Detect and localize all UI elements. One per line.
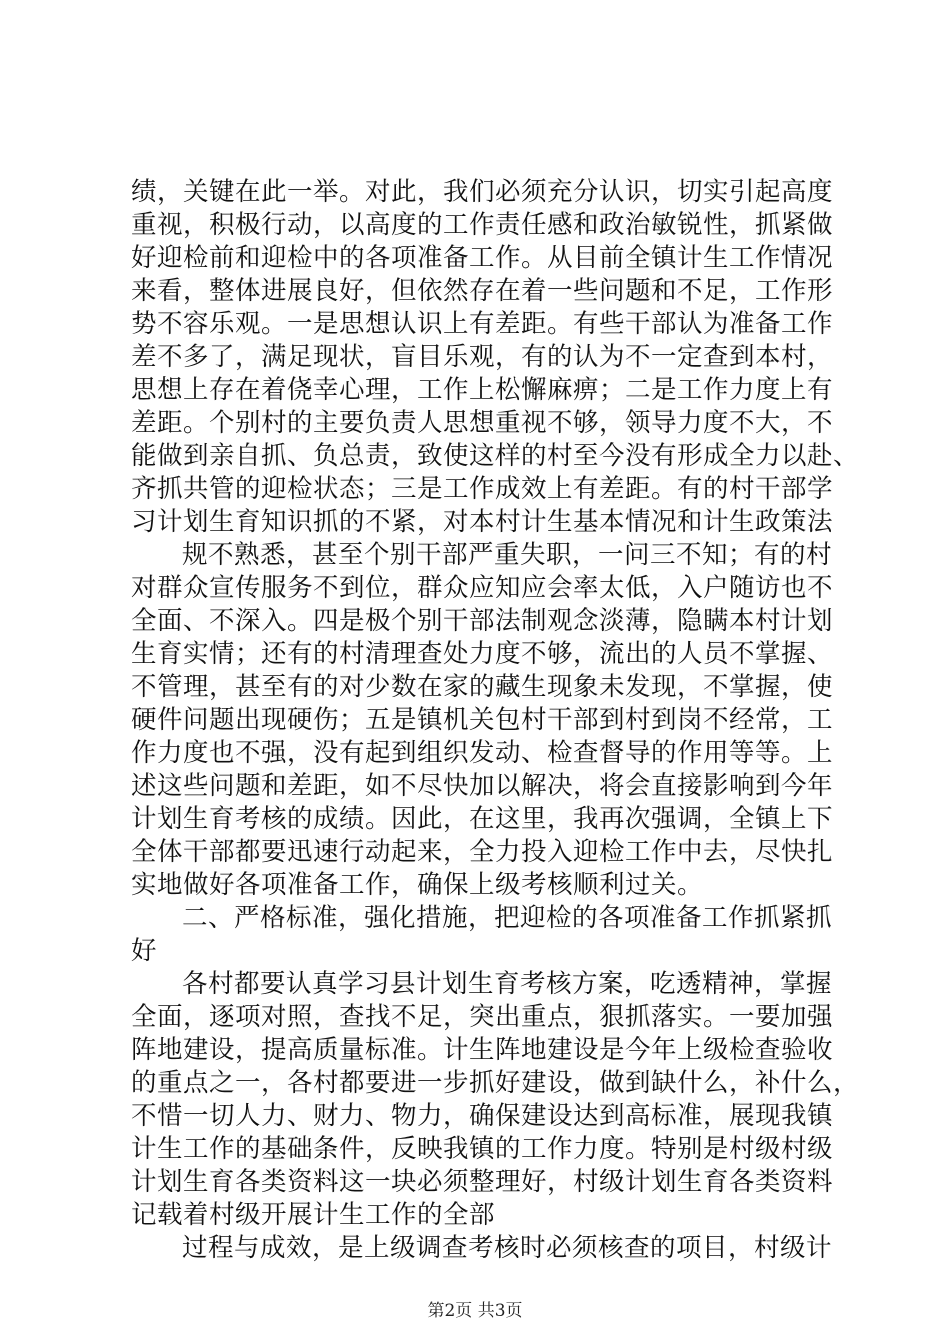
text-line: 习计划生育知识抓的不紧，对本村计生基本情况和计生政策法 <box>131 507 834 537</box>
text-line: 不管理，甚至有的对少数在家的藏生现象未发现，不掌握，使 <box>131 672 834 702</box>
paragraph-first-line: 各村都要认真学习县计划生育考核方案，吃透精神，掌握 <box>182 969 833 999</box>
paragraph-first-line: 规不熟悉，甚至个别干部严重失职，一问三不知；有的村 <box>182 540 833 570</box>
text-line: 全面，逐项对照，查找不足，突出重点，狠抓落实。一要加强 <box>131 1002 834 1032</box>
paragraph-first-line: 过程与成效，是上级调查考核时必须核查的项目，村级计 <box>182 1233 833 1263</box>
text-line: 来看，整体进展良好，但依然存在着一些问题和不足，工作形 <box>131 276 834 306</box>
text-line: 生育实情；还有的村清理查处力度不够，流出的人员不掌握、 <box>131 639 834 669</box>
section-heading: 二、严格标准，强化措施，把迎检的各项准备工作抓紧抓 <box>182 903 833 933</box>
text-line: 作力度也不强，没有起到组织发动、检查督导的作用等等。上 <box>131 738 834 768</box>
text-line: 全体干部都要迅速行动起来，全力投入迎检工作中去，尽快扎 <box>131 837 834 867</box>
text-line: 计划生育各类资料这一块必须整理好，村级计划生育各类资料 <box>131 1167 834 1197</box>
text-line: 的重点之一，各村都要进一步抓好建设，做到缺什么，补什么， <box>131 1068 860 1098</box>
text-line: 记载着村级开展计生工作的全部 <box>131 1200 496 1230</box>
text-line: 全面、不深入。四是极个别干部法制观念淡薄，隐瞒本村计划 <box>131 606 834 636</box>
text-line: 势不容乐观。一是思想认识上有差距。有些干部认为准备工作 <box>131 309 834 339</box>
text-line: 思想上存在着侥幸心理，工作上松懈麻痹；二是工作力度上有 <box>131 375 834 405</box>
text-line: 述这些问题和差距，如不尽快加以解决，将会直接影响到今年 <box>131 771 834 801</box>
page-footer <box>0 1300 950 1322</box>
text-line: 重视，积极行动，以高度的工作责任感和政治敏锐性，抓紧做 <box>131 210 834 240</box>
text-line: 硬件问题出现硬伤；五是镇机关包村干部到村到岗不经常，工 <box>131 705 834 735</box>
text-line: 齐抓共管的迎检状态；三是工作成效上有差距。有的村干部学 <box>131 474 834 504</box>
text-line: 差不多了，满足现状，盲目乐观，有的认为不一定查到本村， <box>131 342 834 372</box>
text-line: 对群众宣传服务不到位，群众应知应会率太低，入户随访也不 <box>131 573 834 603</box>
text-line: 绩，关键在此一举。对此，我们必须充分认识，切实引起高度 <box>131 177 834 207</box>
section-heading-continued: 好 <box>131 936 158 966</box>
text-line: 阵地建设，提高质量标准。计生阵地建设是今年上级检查验收 <box>131 1035 834 1065</box>
text-line: 差距。个别村的主要负责人思想重视不够，领导力度不大，不 <box>131 408 834 438</box>
text-line: 计划生育考核的成绩。因此，在这里，我再次强调，全镇上下 <box>131 804 834 834</box>
text-line: 好迎检前和迎检中的各项准备工作。从目前全镇计生工作情况 <box>131 243 834 273</box>
text-line: 能做到亲自抓、负总责，致使这样的村至今没有形成全力以赴、 <box>131 441 860 471</box>
text-line: 实地做好各项准备工作，确保上级考核顺利过关。 <box>131 870 704 900</box>
page-number: 第2页 共3页 <box>427 1301 523 1321</box>
text-line: 计生工作的基础条件，反映我镇的工作力度。特别是村级村级 <box>131 1134 834 1164</box>
text-line: 不惜一切人力、财力、物力，确保建设达到高标准，展现我镇 <box>131 1101 834 1131</box>
